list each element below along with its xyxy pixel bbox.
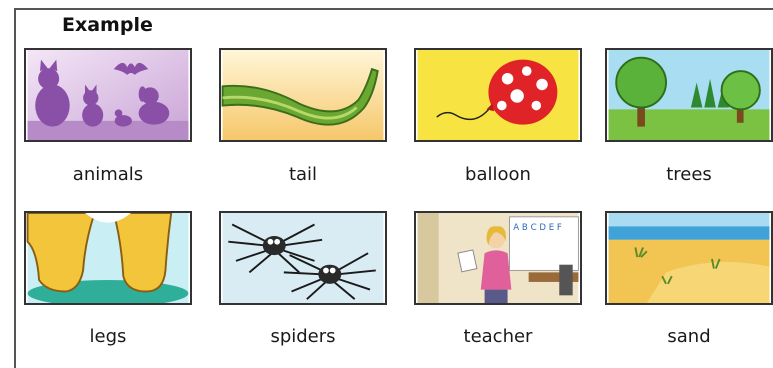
spiders-image [221,213,385,303]
tail-image [221,50,385,140]
sand-label: sand [667,326,711,347]
sand-image [607,213,771,303]
tail-label: tail [288,164,318,185]
trees-label: trees [666,164,712,185]
animals-silhouettes-image [26,50,190,140]
trees-picture [605,48,773,142]
teacher-picture [414,211,582,305]
balloon-image [416,50,580,140]
balloon-picture [414,48,582,142]
balloon-label: balloon [465,164,531,185]
teacher-image [416,213,580,303]
blackboard-letters: A B C D E F [513,223,562,234]
animals-picture [24,48,192,142]
spiders-picture [219,211,387,305]
legs-picture [24,211,192,305]
spiders-label: spiders [270,326,336,347]
teacher-label: teacher [463,326,533,347]
legs-image [26,213,190,303]
legs-label: legs [89,326,127,347]
animals-label: animals [72,164,144,185]
trees-image [607,50,771,140]
example-heading: Example [62,14,153,36]
tail-picture [219,48,387,142]
sand-picture [605,211,773,305]
